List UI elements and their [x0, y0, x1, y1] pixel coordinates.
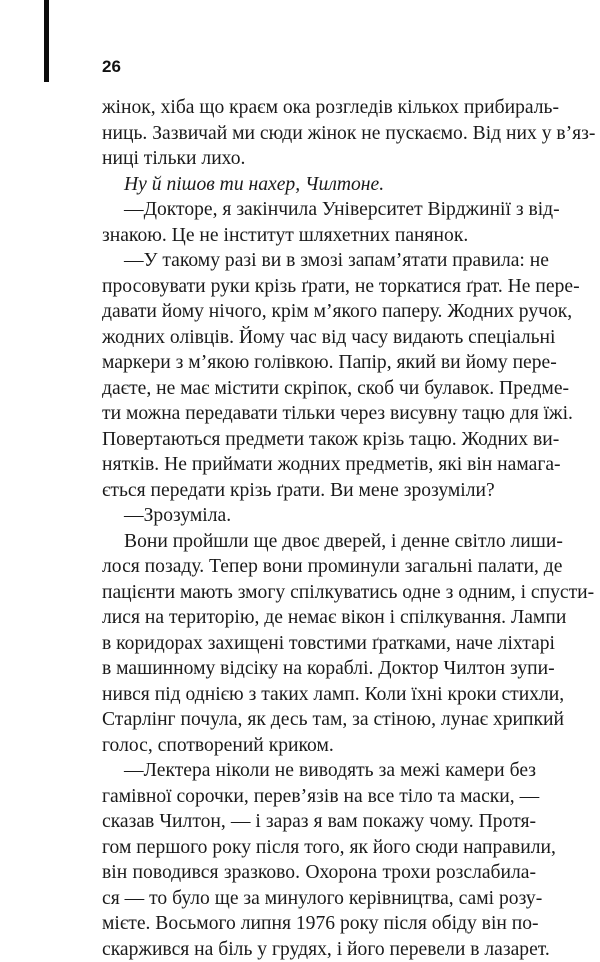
text-line: нився під однією з таких ламп. Коли їхні кроки стихли,	[102, 682, 536, 708]
text-line: ниці тільки лихо.	[102, 146, 536, 172]
text-line: Старлінг почула, як десь там, за стіною, лунає хрипкий	[102, 707, 536, 733]
text-line: даєте, не має містити скріпок, скоб чи булавок. Предме-	[102, 376, 536, 402]
text-line: лися на територію, де немає вікон і спілкування. Лампи	[102, 605, 536, 631]
text-line: нятків. Не приймати жодних предметів, які він намага-	[102, 452, 536, 478]
text-line: ся — то було ще за минулого керівництва, самі розу-	[102, 886, 536, 912]
text-line: —У такому разі ви в змозі запам’ятати правила: не	[102, 248, 536, 274]
text-line: жінок, хіба що краєм ока розгледів кількох прибираль-	[102, 95, 536, 121]
text-line: Повертаються предмети також крізь тацю. Жодних ви-	[102, 427, 536, 453]
text-line: ти можна передавати тільки через висувну тацю для їжі.	[102, 401, 536, 427]
text-line: скаржився на біль у грудях, і його перевели в лазарет.	[102, 937, 536, 962]
page-number: 26	[102, 57, 121, 77]
text-line: в машинному відсіку на кораблі. Доктор Чилтон зупи-	[102, 656, 536, 682]
text-line: пацієнти мають змогу спілкуватись одне з одним, і спусти-	[102, 580, 536, 606]
text-line: гом першого року після того, як його сюди направили,	[102, 835, 536, 861]
text-line: Вони пройшли ще двоє дверей, і денне світло лиши-	[102, 529, 536, 555]
text-line: маркери з м’якою голівкою. Папір, який ви йому пере-	[102, 350, 536, 376]
body-text	[102, 95, 536, 962]
text-line: в коридорах захищені товстими ґратками, наче ліхтарі	[102, 631, 536, 657]
text-line: ється передати крізь ґрати. Ви мене зрозуміли?	[102, 478, 536, 504]
text-line: —Лектера ніколи не виводять за межі камери без	[102, 758, 536, 784]
text-line: гамівної сорочки, перев’язів на все тіло та маски, —	[102, 784, 536, 810]
text-line: сказав Чилтон, — і зараз я вам покажу чому. Протя-	[102, 809, 536, 835]
text-line: жодних олівців. Йому час від часу видають спеціальні	[102, 325, 536, 351]
page-edge-mark	[44, 0, 49, 82]
text-line: просовувати руки крізь ґрати, не торкатися ґрат. Не пере-	[102, 274, 536, 300]
text-line: знакою. Це не інститут шляхетних панянок.	[102, 223, 536, 249]
text-line: Ну й пішов ти нахер, Чилтоне.	[102, 172, 536, 198]
text-line: лося позаду. Тепер вони проминули загальні палати, де	[102, 554, 536, 580]
text-line: давати йому нічого, крім м’якого паперу. Жодних ручок,	[102, 299, 536, 325]
text-line: —Докторе, я закінчила Університет Вірджинії з від-	[102, 197, 536, 223]
text-line: голос, спотворений криком.	[102, 733, 536, 759]
text-line: він поводився зразково. Охорона трохи розслабила-	[102, 860, 536, 886]
text-line: ниць. Зазвичай ми сюди жінок не пускаємо. Від них у в’яз-	[102, 121, 536, 147]
text-line: мієте. Восьмого липня 1976 року після обіду він по-	[102, 911, 536, 937]
text-line: —Зрозуміла.	[102, 503, 536, 529]
